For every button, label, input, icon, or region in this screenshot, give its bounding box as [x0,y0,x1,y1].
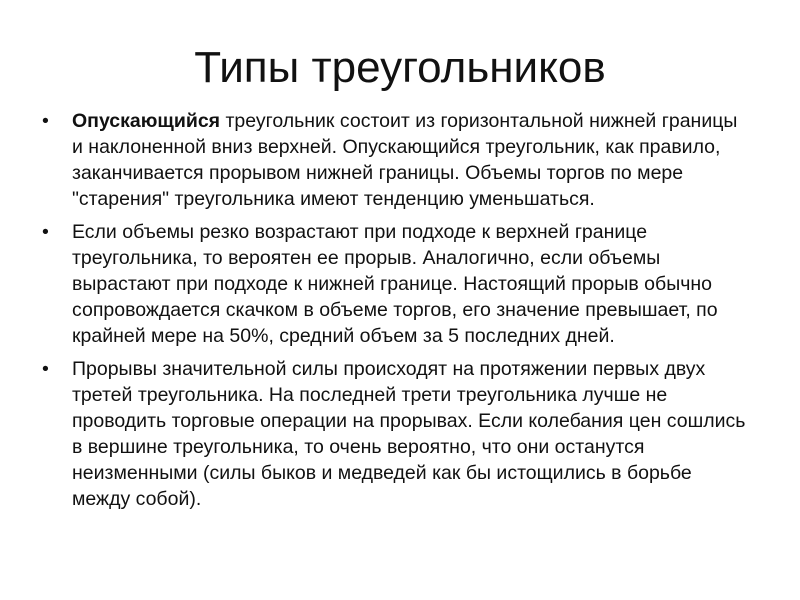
bullet-text: Прорывы значительной силы происходят на протяжении первых двух третей треугольника. На последней трети треугольника лучше не проводить торговые операции на прорывах. Если колебания цен сошлись в вершине треугольника, то очень вероятно, что они останутся неизменными (силы быков и медведей как бы истощились в борьбе между собой). [72,358,746,510]
bullet-dot-icon: • [42,221,49,243]
bullet-dot-icon: • [42,110,49,132]
bullet-item [28,356,753,512]
bullet-text: Если объемы резко возрастают при подходе к верхней границе треугольника, то вероятен ее прорыв. Аналогично, если объемы вырастают при подходе к нижней границе. Настоящий прорыв обычно сопровождается скачком в объеме торгов, его значение превышает, по крайней мере на 50%, средний объем за 5 последних дней. [72,221,718,347]
bullet-dot-icon: • [42,358,49,380]
bullet-lead-term: Опускающийся [72,110,221,132]
bullet-item [28,108,753,212]
bullet-text: треугольник состоит из горизонтальной нижней границы и наклоненной вниз верхней. Опускающийся треугольник, как правило, заканчивается прорывом нижней границы. Объемы торгов по мере "старения" треугольника имеют тенденцию уменьшаться. [72,110,738,210]
slide-title: Типы треугольников [194,43,606,92]
bullet-item [28,219,753,349]
bullet-list [28,108,753,519]
